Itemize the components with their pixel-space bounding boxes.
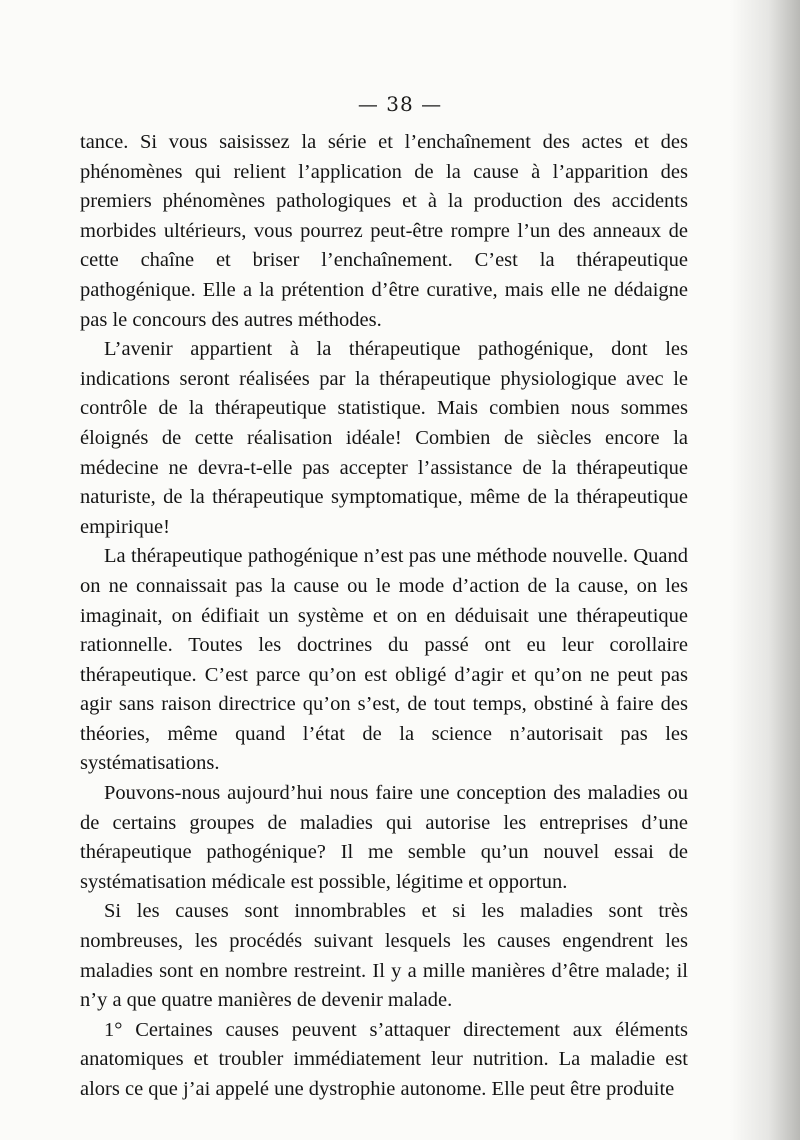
paragraph: L’avenir appartient à la thérapeutique pathogénique, dont les indications seront réalisées par la thérapeutique physiologique avec le contrôle de la thérapeutique statistique. Mais combien nous sommes éloignés de cette réalisation idéale! Combien de siècles encore la médecine ne devra-t-elle pas accepter l’assistance de la thérapeutique naturiste, de la thérapeutique symptomatique, même de la thérapeutique empirique!: [80, 338, 688, 538]
paragraph: Pouvons-nous aujourd’hui nous faire une conception des maladies ou de certains groupes de maladies qui autorise les entreprises d’une thérapeutique pathogénique? Il me semble qu’un nouvel essai de systématisation médicale est possible, légitime et opportun.: [80, 782, 688, 893]
body-text: [80, 128, 688, 1105]
paragraph: Si les causes sont innombrables et si les maladies sont très nombreuses, les procédés suivant lesquels les causes engendrent les maladies sont en nombre restreint. Il y a mille manières d’être malade; il n’y a que quatre manières de devenir malade.: [80, 900, 688, 1012]
paragraph: La thérapeutique pathogénique n’est pas une méthode nouvelle. Quand on ne connaissait pas la cause ou le mode d’action de la cause, on les imaginait, on édifiait un système et on en déduisait une thérapeutique rationnelle. Toutes les doctrines du passé ont eu leur corollaire thérapeutique. C’est parce qu’on est obligé d’agir et qu’on ne peut pas agir sans raison directrice qu’on s’est, de tout temps, obstiné à faire des théories, même quand l’état de la science n’autorisait pas les systématisations.: [80, 545, 688, 775]
paragraph: 1° Certaines causes peuvent s’attaquer directement aux éléments anatomiques et troubler immédiatement leur nutrition. La maladie est alors ce que j’ai appelé une dystrophie autonome. Elle peut être produite: [80, 1018, 688, 1100]
page-edge-shadow: [730, 0, 800, 1140]
paragraph-continued: tance. Si vous saisissez la série et l’enchaînement des actes et des phénomènes qui relient l’application de la cause à l’apparition des premiers phénomènes pathologiques et à la production des accidents morbides ultérieurs, vous pourrez peut-être rompre l’un des anneaux de cette chaîne et briser l’enchaînement. C’est la thérapeutique pathogénique. Elle a la prétention d’être curative, mais elle ne dédaigne pas le concours des autres méthodes.: [80, 131, 688, 331]
page-number: — 38 —: [357, 92, 443, 116]
